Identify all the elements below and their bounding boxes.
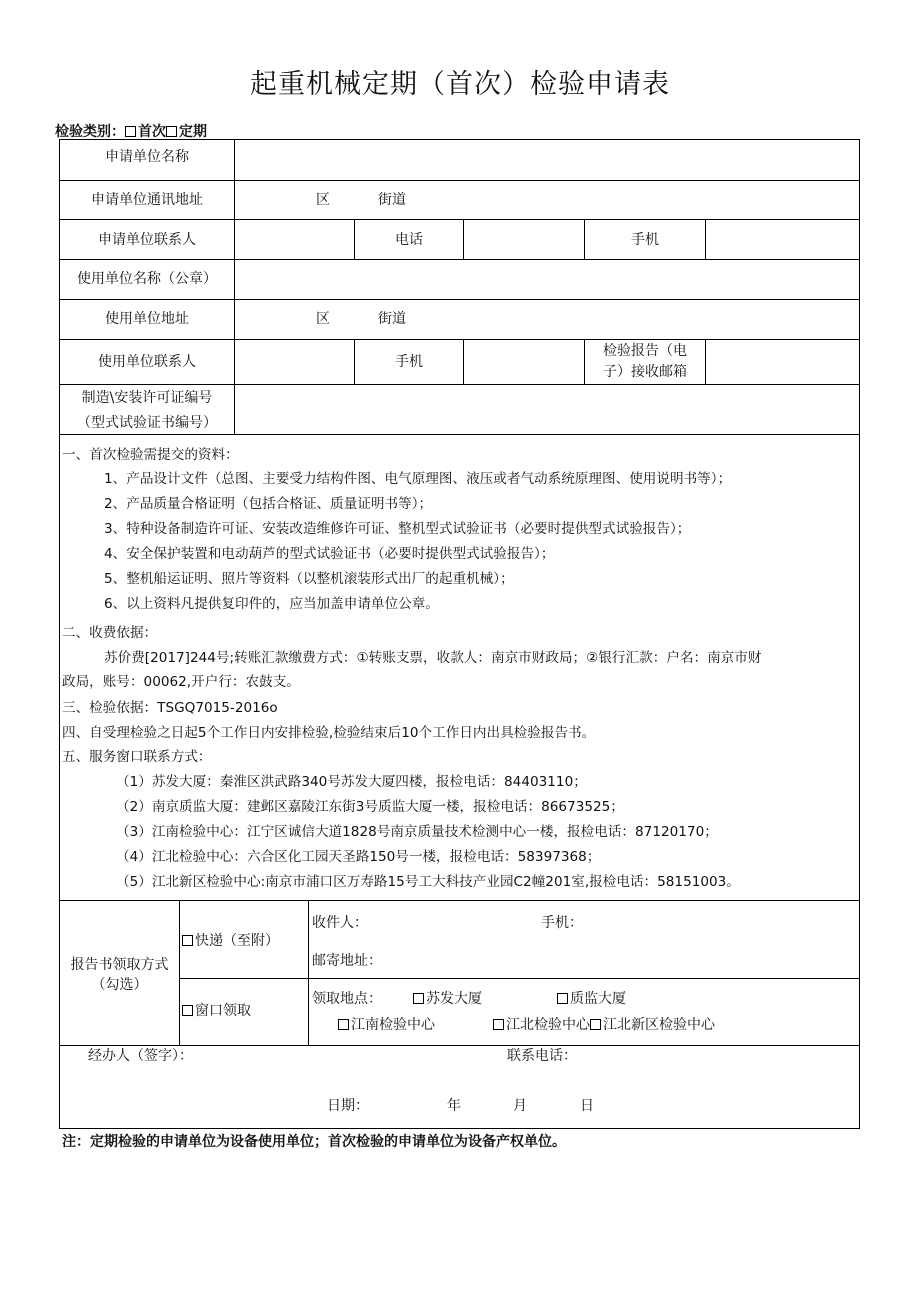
window-pickup-checkbox[interactable] xyxy=(182,1005,193,1016)
footnote: 注：定期检验的申请单位为设备使用单位；首次检验的申请单位为设备产权单位。 xyxy=(62,1134,566,1150)
zhijian-label: 质监大厦 xyxy=(570,991,626,1007)
col-divider xyxy=(308,900,309,1045)
row-divider xyxy=(59,219,860,220)
fee-line-1: 苏价费[2017]244号;转账汇款缴费方式：①转账支票，收款人：南京市财政局；②银行汇款：户名：南京市财 xyxy=(104,650,762,666)
col-divider xyxy=(705,219,706,259)
pickup-method-label-1: 报告书领取方式 xyxy=(70,957,169,973)
place-option-zhijian[interactable] xyxy=(557,989,626,1009)
month-label: 月 xyxy=(513,1098,527,1114)
first-checkbox[interactable] xyxy=(125,126,136,137)
year-label: 年 xyxy=(447,1098,461,1114)
row-divider xyxy=(179,978,860,979)
place-option-sufa[interactable] xyxy=(413,989,482,1009)
user-district-label: 区 xyxy=(316,311,330,327)
jiangbei-new-label: 江北新区检验中心 xyxy=(603,1017,715,1033)
jiangnan-label: 江南检验中心 xyxy=(351,1017,435,1033)
doc-item-6: 6、以上资料凡提供复印件的，应当加盖申请单位公章。 xyxy=(104,596,439,612)
window-pickup-option[interactable] xyxy=(182,1001,251,1021)
window-1: （1）苏发大厦：秦淮区洪武路340号苏发大厦四楼，报检电话：84403110； xyxy=(116,774,587,790)
applicant-mobile-label: 手机 xyxy=(631,232,659,248)
row-divider xyxy=(59,339,860,340)
user-mobile-label: 手机 xyxy=(395,354,423,370)
date-label: 日期： xyxy=(327,1098,369,1114)
express-label: 快递（至附） xyxy=(195,933,279,949)
applicant-name-label: 申请单位名称 xyxy=(105,149,189,165)
doc-item-2: 2、产品质量合格证明（包括合格证、质量证明书等）； xyxy=(104,496,433,512)
window-4: （4）江北检验中心：六合区化工园天圣路150号一楼，报检电话：58397368； xyxy=(116,849,601,865)
page-title: 起重机械定期（首次）检验申请表 xyxy=(250,69,670,100)
section-2-heading: 二、收费依据： xyxy=(62,625,158,641)
contact-phone-label: 联系电话： xyxy=(507,1048,577,1064)
row-divider xyxy=(59,434,860,435)
pickup-place-label: 领取地点： xyxy=(312,991,382,1007)
window-3: （3）江南检验中心：江宁区诚信大道1828号南京质量技术检测中心一楼，报检电话：87120170； xyxy=(116,824,718,840)
user-contact-label: 使用单位联系人 xyxy=(98,354,196,370)
sufa-checkbox[interactable] xyxy=(413,993,424,1004)
col-divider xyxy=(179,900,180,1045)
col-divider xyxy=(463,339,464,384)
applicant-street-label: 街道 xyxy=(378,192,406,208)
row-divider xyxy=(59,259,860,260)
section-3-heading: 三、检验依据：TSGQ7015-2016o xyxy=(62,700,278,716)
col-divider xyxy=(234,139,235,434)
doc-item-5: 5、整机船运证明、照片等资料（以整机滚装形式出厂的起重机械）； xyxy=(104,571,514,587)
section-1-heading: 一、首次检验需提交的资料： xyxy=(62,447,239,463)
inspection-category xyxy=(55,121,207,141)
jiangbei-checkbox[interactable] xyxy=(493,1019,504,1030)
license-label-1: 制造\安装许可证编号 xyxy=(81,390,213,406)
jiangbei-new-checkbox[interactable] xyxy=(590,1019,601,1030)
applicant-address-label: 申请单位通讯地址 xyxy=(91,192,203,208)
applicant-name-field[interactable] xyxy=(236,142,858,178)
doc-item-4: 4、安全保护装置和电动葫芦的型式试验证书（必要时提供型式试验报告）； xyxy=(104,546,555,562)
first-option-label: 首次 xyxy=(138,124,166,140)
mail-address-label: 邮寄地址： xyxy=(312,953,382,969)
pickup-method-label-2: （勾选） xyxy=(91,977,148,993)
handler-signature-label: 经办人（签字）： xyxy=(88,1048,193,1064)
user-name-label: 使用单位名称（公章） xyxy=(77,271,217,287)
place-option-jiangnan[interactable] xyxy=(338,1015,435,1035)
user-address-label: 使用单位地址 xyxy=(105,311,189,327)
applicant-district-label: 区 xyxy=(316,192,330,208)
doc-item-3: 3、特种设备制造许可证、安装改造维修许可证、整机型式试验证书（必要时提供型式试验报告）； xyxy=(104,521,691,537)
window-pickup-label: 窗口领取 xyxy=(195,1003,251,1019)
applicant-phone-label: 电话 xyxy=(395,232,423,248)
express-option[interactable] xyxy=(182,931,279,951)
license-label-2: （型式试验证书编号） xyxy=(77,415,217,431)
user-street-label: 街道 xyxy=(378,311,406,327)
day-label: 日 xyxy=(580,1098,594,1114)
jiangnan-checkbox[interactable] xyxy=(338,1019,349,1030)
window-2: （2）南京质监大厦：建邺区嘉陵江东街3号质监大厦一楼，报检电话：86673525； xyxy=(116,799,624,815)
express-checkbox[interactable] xyxy=(182,935,193,946)
periodic-option-label: 定期 xyxy=(179,124,207,140)
fee-line-2: 政局，账号：00062,开户行：农鼓支。 xyxy=(62,674,300,690)
window-5: （5）江北新区检验中心:南京市浦口区万寿路15号工大科技产业园C2幢201室,报检电话：58151003。 xyxy=(116,874,740,890)
report-email-label-2: 子）接收邮箱 xyxy=(603,364,687,380)
periodic-checkbox[interactable] xyxy=(166,126,177,137)
doc-item-1: 1、产品设计文件（总图、主要受力结构件图、电气原理图、液压或者气动系统原理图、使用说明书等）； xyxy=(104,471,732,487)
place-option-jiangbei[interactable] xyxy=(493,1015,715,1035)
category-label: 检验类别： xyxy=(55,124,125,140)
col-divider xyxy=(705,339,706,384)
report-email-label-1: 检验报告（电 xyxy=(603,343,687,359)
applicant-contact-label: 申请单位联系人 xyxy=(98,232,196,248)
row-divider xyxy=(59,384,860,385)
col-divider xyxy=(463,219,464,259)
recipient-mobile-label: 手机： xyxy=(541,915,583,931)
row-divider xyxy=(59,299,860,300)
jiangbei-label: 江北检验中心 xyxy=(506,1017,590,1033)
row-divider xyxy=(59,180,860,181)
section-4-heading: 四、自受理检验之日起5个工作日内安排检验,检验结束后10个工作日内出具检验报告书。 xyxy=(62,725,596,741)
sufa-label: 苏发大厦 xyxy=(426,991,482,1007)
zhijian-checkbox[interactable] xyxy=(557,993,568,1004)
section-5-heading: 五、服务窗口联系方式： xyxy=(62,749,212,765)
recipient-label: 收件人： xyxy=(312,915,368,931)
